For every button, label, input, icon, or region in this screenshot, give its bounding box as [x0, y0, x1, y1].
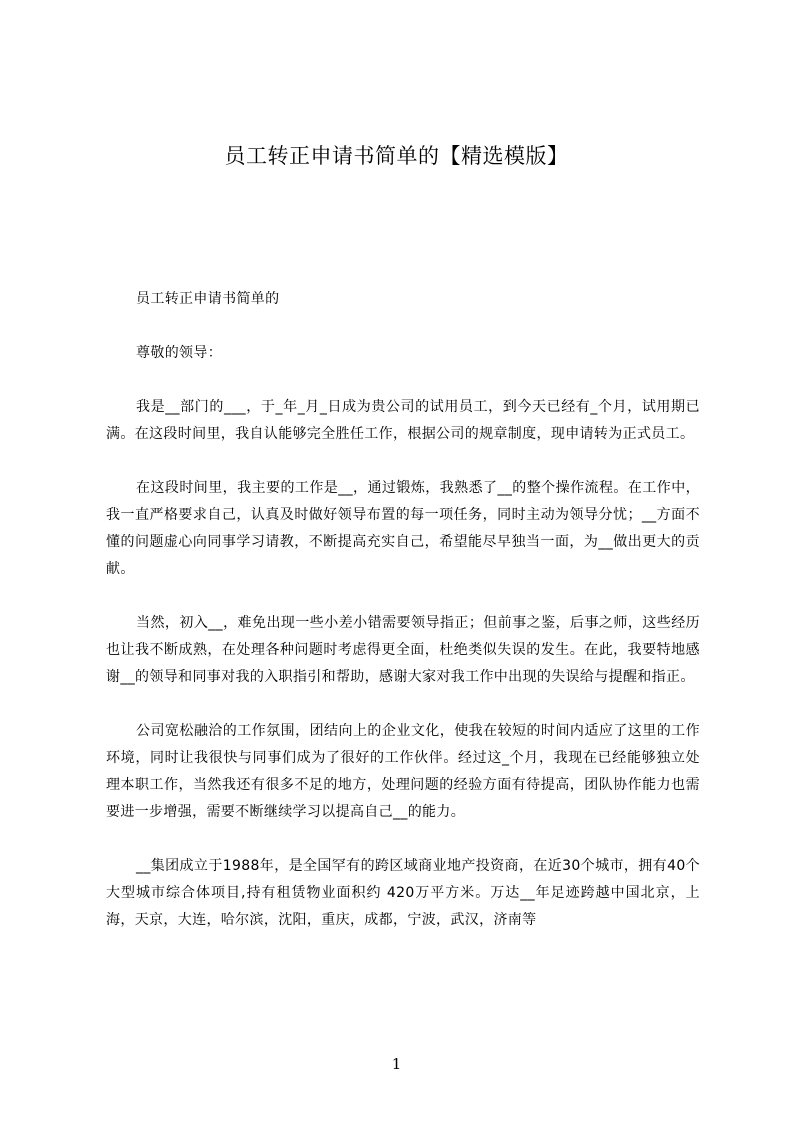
document-title: 员工转正申请书简单的【精选模版】	[224, 144, 569, 168]
paragraph-work: 在这段时间里，我主要的工作是__，通过锻炼，我熟悉了__的整个操作流程。在工作中，我一直严格要求自己，认真及时做好领导布置的每一项任务，同时主动为领导分忧；__方面不懂的问题虚心向同事学习请教，不断提高充实自己，希望能尽早独当一面，为__做出更大的贡献。	[106, 480, 700, 577]
paragraph-environment: 公司宽松融洽的工作氛围，团结向上的企业文化，使我在较短的时间内适应了这里的工作环境，同时让我很快与同事们成为了很好的工作伙伴。经过这_个月，我现在已经能够独立处理本职工作，当然我还有很多不足的地方，处理问题的经验方面有待提高，团队协作能力也需要进一步增强，需要不断继续学习以提高自己__的能力。	[106, 723, 700, 820]
document-body	[106, 286, 700, 934]
paragraph-company: __集团成立于1988年，是全国罕有的跨区域商业地产投资商，在近30个城市，拥有40个大型城市综合体项目,持有租赁物业面积约 420万平方米。万达__年足迹跨越中国北京，上海，天京，大连，哈尔滨，沈阳，重庆，成都，宁波，武汉，济南等	[106, 858, 700, 928]
paragraph-intro: 我是__部门的___，于_年_月_日成为贵公司的试用员工，到今天已经有_个月，试用期已满。在这段时间里，我自认能够完全胜任工作，根据公司的规章制度，现申请转为正式员工。	[106, 399, 700, 442]
paragraph-reflection: 当然，初入__，难免出现一些小差小错需要领导指正；但前事之鉴，后事之师，这些经历也让我不断成熟，在处理各种问题时考虑得更全面，杜绝类似失误的发生。在此，我要特地感谢__的领导和同事对我的入职指引和帮助，感谢大家对我工作中出现的失误给与提醒和指正。	[106, 615, 700, 685]
page-number: 1	[391, 1055, 402, 1073]
paragraph-salutation: 尊敬的领导：	[136, 345, 223, 361]
paragraph-heading: 员工转正申请书简单的	[136, 291, 280, 307]
